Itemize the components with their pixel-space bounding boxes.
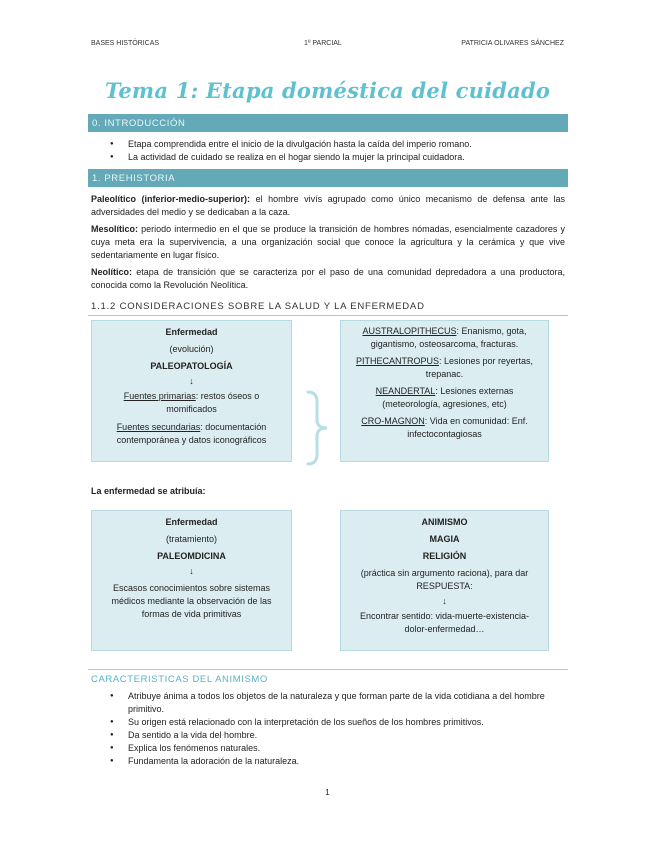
- hominino-name: CRO-MAGNON: [361, 416, 425, 426]
- hominino-item: [347, 385, 542, 411]
- fuentes-primarias: [100, 390, 283, 416]
- fuentes-primarias-label: Fuentes primarias: [123, 391, 196, 401]
- animismo-magia-religion-box: [340, 510, 549, 651]
- header-exam: 1º PARCIAL: [304, 40, 342, 47]
- box-line: Enfermedad: [165, 327, 218, 337]
- hominino-item: [347, 415, 542, 441]
- hominino-desc: : Lesiones por reyertas, trepanac.: [425, 356, 534, 379]
- box-line: Enfermedad: [165, 517, 218, 527]
- box-line: PALEOMDICINA: [157, 551, 226, 561]
- divider: [88, 315, 568, 316]
- definition-paleolitico: el hombre vivís agrupado como único mecanismo de defensa ante las adversidades del medio y se dedicaban a la caza.: [91, 194, 565, 217]
- list-item: ● Etapa comprendida entre el inicio de la divulgación hasta la caída del imperio romano.: [110, 138, 570, 151]
- box-line: Encontrar sentido: vida-muerte-existencia-dolor-enfermedad…: [359, 611, 530, 634]
- running-header: [91, 40, 564, 52]
- subsection-heading-animismo: CARACTERISTICAS DEL ANIMISMO: [91, 674, 268, 685]
- down-arrow-icon: ↓: [189, 566, 194, 576]
- homininos-box: [340, 320, 549, 462]
- hominino-name: NEANDERTAL: [375, 386, 436, 396]
- definition-neolitico: etapa de transición que se caracteriza por el paso de una comunidad depredadora a una productora, conocida como la Revolución Neolítica.: [91, 267, 565, 290]
- down-arrow-icon: ↓: [442, 596, 447, 606]
- hominino-desc: : Enanismo, gota, gigantismo, osteosarcoma, fracturas.: [370, 326, 527, 349]
- right-brace-icon: [305, 390, 335, 466]
- fuentes-secundarias: [100, 421, 283, 447]
- intro-bullet-list: [110, 138, 570, 164]
- page-number: 1: [325, 788, 330, 797]
- term-paleolitico: Paleolítico (inferior-medio-superior):: [91, 194, 251, 204]
- list-item: ● Explica los fenómenos naturales.: [110, 742, 570, 755]
- fuentes-secundarias-text: : documentación contemporánea y datos iconográficos: [116, 422, 267, 445]
- paragraph-neolitico: [91, 266, 565, 292]
- box-line: (tratamiento): [165, 534, 218, 544]
- hominino-item: [347, 325, 542, 351]
- hominino-item: [347, 355, 542, 381]
- term-mesolitico: Mesolítico:: [91, 224, 139, 234]
- divider: [88, 669, 568, 670]
- list-item: ● La actividad de cuidado se realiza en el hogar siendo la mujer la principal cuidadora.: [110, 151, 570, 164]
- term-neolitico: Neolítico:: [91, 267, 133, 277]
- caption-atribuia: La enfermedad se atribuía:: [91, 486, 206, 496]
- paragraph-mesolitico: [91, 223, 565, 262]
- animismo-bullet-list: [110, 690, 570, 768]
- box-line: ANIMISMO: [421, 517, 468, 527]
- box-text: Escasos conocimientos sobre sistemas médicos mediante la observación de las formas de vida primitivas: [111, 583, 272, 619]
- paleopatologia-box: [91, 320, 292, 462]
- down-arrow-icon: ↓: [189, 376, 194, 386]
- paragraph-paleolitico: [91, 193, 565, 219]
- box-line: PALEOPATOLOGÍA: [150, 361, 233, 371]
- section-heading-introduccion: 0. INTRODUCCIÓN: [88, 114, 568, 132]
- list-item: ● Su origen está relacionado con la interpretación de los sueños de los hombres primitivos.: [110, 716, 570, 729]
- hominino-desc: : Vida en comunidad: Enf. infectocontagiosas: [407, 416, 528, 439]
- box-line: (evolución): [169, 344, 214, 354]
- box-line: RELIGIÓN: [422, 551, 467, 561]
- fuentes-secundarias-label: Fuentes secundarias: [116, 422, 201, 432]
- page-title: Tema 1: Etapa doméstica del cuidado: [104, 78, 551, 103]
- subsection-heading-consideraciones: 1.1.2 CONSIDERACIONES SOBRE LA SALUD Y LA ENFERMEDAD: [91, 301, 425, 312]
- header-author: PATRICIA OLIVARES SÁNCHEZ: [461, 40, 564, 47]
- hominino-desc: : Lesiones externas (meteorología, agresiones, etc): [382, 386, 514, 409]
- paleomedicina-box: [91, 510, 292, 651]
- list-item: ● Fundamenta la adoración de la naturaleza.: [110, 755, 570, 768]
- header-subject: BASES HISTÓRICAS: [91, 40, 160, 47]
- hominino-name: AUSTRALOPITHECUS: [362, 326, 457, 336]
- definition-mesolitico: periodo intermedio en el que se produce la transición de hombres nómadas, esencialmente cazadores y cuya meta era la supervivencia, a una organización social que conoce la agricultura y la cerámica y que vive sedentariamente en lugar físico.: [91, 224, 565, 260]
- list-item: ● Atribuye ánima a todos los objetos de la naturaleza y que forman parte de la vida cotidiana a del hombre primitivo.: [110, 690, 570, 716]
- fuentes-primarias-text: : restos óseos o momificados: [166, 391, 260, 414]
- list-item: ● Da sentido a la vida del hombre.: [110, 729, 570, 742]
- box-line: MAGIA: [429, 534, 460, 544]
- section-heading-prehistoria: 1. PREHISTORIA: [88, 169, 568, 187]
- box-line: (práctica sin argumento raciona), para dar RESPUESTA:: [360, 568, 529, 591]
- hominino-name: PITHECANTROPUS: [355, 356, 439, 366]
